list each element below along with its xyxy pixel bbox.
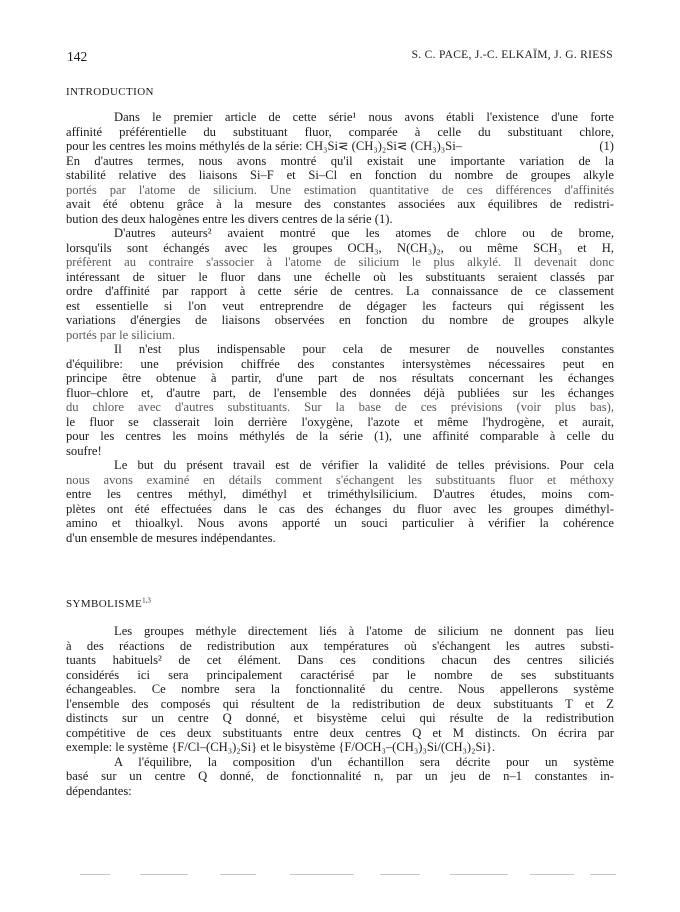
speck — [380, 874, 420, 875]
paragraph-line: le fluor se classerait loin derrière l'oxygène, l'azote et même l'hydrogène, et aurait, — [66, 414, 614, 429]
paragraph-line: Dans le premier article de cette série¹ nous avons établi l'existence d'une forte — [114, 110, 614, 124]
bleed-through-specks — [80, 868, 620, 882]
speck — [530, 874, 574, 875]
paragraph-line: du chlore avec d'autres substituants. Sur la base de ces prévisions (voir plus bas), — [66, 400, 614, 414]
paragraph-line: portés par le silicium. — [66, 327, 176, 342]
paragraph-line: amino et thioalkyl. Nous avons apporté un souci particulier à vérifier la cohérence — [66, 516, 614, 530]
paragraph-line: exemple: le système {F/Cl–(CH₃)₂Si} et le bisystème {F/OCH₃–(CH₃)₃Si/(CH₃)₂Si}. — [66, 740, 496, 754]
paragraph-line: entre les centres méthyl, diméthyl et triméthylsilicium. D'autres études, moins com- — [66, 487, 614, 501]
paragraph-line: dépendantes: — [66, 783, 132, 798]
paragraph-line: à des réactions de redistribution aux températures où s'échangent les autres substi- — [66, 638, 614, 653]
section-heading-text: SYMBOLISME — [66, 598, 143, 610]
paragraph-line: nous avons examiné en détails comment s'échangent les substituants fluor et méthoxy — [66, 472, 614, 487]
speck — [450, 874, 508, 875]
symbolisme-body — [66, 624, 614, 798]
paragraph-line: fluor–chlore et, d'autre part, de l'ensemble des données déjà publiées sur les échanges — [66, 385, 614, 400]
paragraph-line: l'ensemble des composés qui résultent de la redistribution de deux substituants T et Z — [66, 696, 614, 711]
introduction-body — [66, 110, 614, 545]
paragraph-line: compétitive de ces deux substituants entre deux centres Q et M distincts. On écrira par — [66, 725, 614, 740]
paragraph-line: est essentielle si l'on veut entreprendre de dégager les facteurs qui régissent les — [66, 298, 614, 313]
paragraph-line: basé sur un centre Q donné, de fonctionnalité n, par un jeu de n–1 constantes in- — [66, 769, 614, 783]
speck — [80, 874, 110, 875]
heading-reference-marks: 1,3 — [142, 596, 151, 605]
paragraph-line: A l'équilibre, la composition d'un échantillon sera décrite pour un système — [114, 754, 614, 769]
series-equation-line — [66, 139, 614, 154]
paragraph-line: considérés ici sera principalement caractérisé par le nombre de ses substituants — [66, 667, 614, 682]
paragraph-line: variations d'énergies de liaisons observées en fonction du nombre de groupes alkyle — [66, 313, 614, 327]
paragraph-line: Il n'est plus indispensable pour cela de mesurer de nouvelles constantes — [114, 342, 614, 356]
running-head-authors: S. C. PACE, J.-C. ELKAÏM, J. G. RIESS — [411, 49, 613, 61]
paragraph-line: préfèrent au contraire s'associer à l'atome de silicium le plus alkylé. Il devenait donc — [66, 255, 614, 269]
running-header — [67, 49, 613, 67]
paragraph-line: Les groupes méthyle directement liés à l'atome de silicium ne donnent pas lieu — [114, 624, 614, 638]
paragraph-line: d'un ensemble de mesures indépendantes. — [66, 530, 276, 545]
paragraph-line: tuants habituels² de cet élément. Dans ces conditions chacun des centres siliciés — [66, 653, 614, 667]
paragraph-line: pour les centres les moins méthylés de la série (1), une affinité comparable à celle du — [66, 429, 614, 443]
equation-number: (1) — [599, 139, 614, 153]
page-number: 142 — [67, 49, 88, 64]
paragraph-line: plètes ont été effectuées dans le cas des échanges du fluor avec les groupes diméthyl- — [66, 501, 614, 516]
paragraph-line: bution des deux halogènes entre les divers centres de la série (1). — [66, 211, 393, 226]
paragraph-line: d'équilibre: une prévision chiffrée des constantes intersystèmes nécessaires peut en — [66, 356, 614, 371]
speck — [290, 874, 354, 875]
paragraph-line: Le but du présent travail est de vérifier la validité de telles prévisions. Pour cela — [114, 458, 614, 472]
paragraph-line: intéressant de situer le fluor dans une échelle où les substituants seraient classés par — [66, 269, 614, 284]
section-heading-symbolisme — [66, 598, 151, 610]
speck — [220, 874, 256, 875]
paragraph-line: En d'autres termes, nous avons montré qu'il existait une importante variation de la — [66, 153, 614, 168]
paragraph-line: D'autres auteurs² avaient montré que les atomes de chlore ou de brome, — [114, 226, 614, 240]
paragraph-line: soufre! — [66, 443, 102, 458]
paragraph-line: lorsqu'ils sont échangés avec les groupes OCH₃, N(CH₃)₂, ou même SCH₃ et H, — [66, 240, 614, 255]
series-formula: pour les centres les moins méthylés de la série: CH₃Si⋜ (CH₃)₂Si⋜ (CH₃)₃Si– — [66, 139, 462, 153]
speck — [590, 874, 616, 875]
paragraph-line: stabilité relative des liaisons Si–F et Si–Cl en fonction du nombre de groupes alkyle — [66, 168, 614, 182]
paragraph-line: distincts sur un centre Q donné, et bisystème celui qui résulte de la redistribution — [66, 711, 614, 725]
paragraph-line: affinité préférentielle du substituant fluor, comparée à celle du substituant chlore, — [66, 124, 614, 139]
paragraph-line: principe être obtenue à partir, d'une part de nos résultats concernant les échanges — [66, 371, 614, 385]
paragraph-line: échangeables. Ce nombre sera la fonctionnalité du centre. Nous appellerons système — [66, 682, 614, 696]
section-heading-introduction: INTRODUCTION — [66, 86, 154, 98]
paragraph-line: avait été obtenu grâce à la mesure des constantes associées aux équilibres de redistri- — [66, 197, 614, 211]
paragraph-line: ordre d'affinité par rapport à cette série de centres. La connaissance de ce classement — [66, 284, 614, 298]
paragraph-line: portés par l'atome de silicium. Une estimation quantitative de ces différences d'affinités — [66, 182, 614, 197]
speck — [140, 874, 188, 875]
